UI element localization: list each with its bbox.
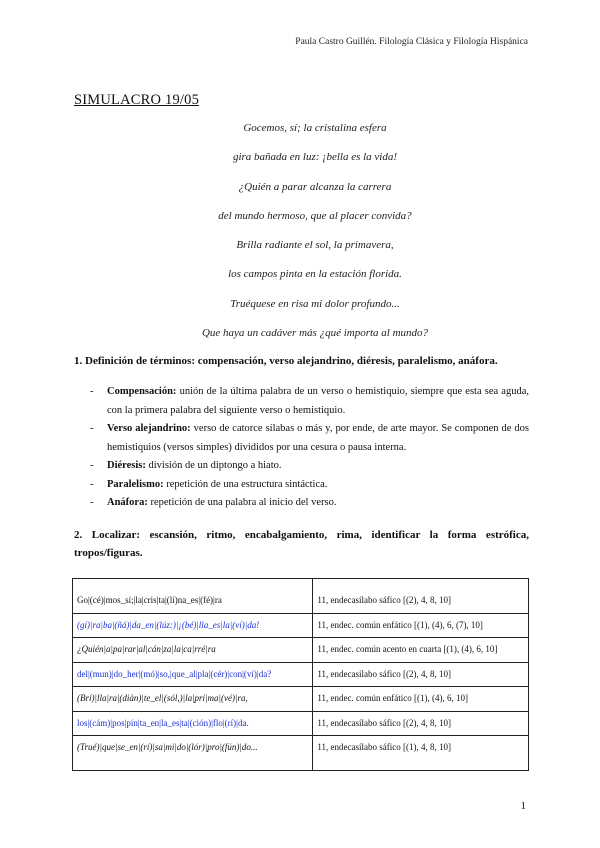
poem-line: Truéquese en risa mi dolor profundo... [230,297,400,310]
scansion-analysis: 11, endecasílabo sáfico [(1), 4, 8, 10] [313,736,529,771]
definition-text: división de un diptongo a hiato. [148,460,282,471]
scansion-analysis: 11, endecasílabo sáfico [(2), 4, 8, 10] [313,579,529,614]
table-row [73,638,529,663]
definition-term: Paralelismo: [107,478,164,490]
poem-line: ¿Quién a parar alcanza la carrera [238,180,392,193]
page-number: 1 [520,800,526,812]
bullet-dash: - [90,460,94,471]
definition-item [74,420,529,457]
bullet-dash: - [90,478,94,490]
scansion-line: Go|(cé)|mos_sí;|la|cris|ta|(lí)na_es|(fé)|ra [73,579,313,614]
definitions-list [74,383,529,513]
scansion-line: (gí)|ra|ba|(ñá)|da_en|(lúz:)|¡(bé)|lla_es|la|(ví)|da! [73,613,313,638]
poem-line: Que haya un cadáver más ¿qué importa al mundo? [201,327,429,340]
table-row [73,736,529,771]
definition-item [74,476,529,495]
poem-line: gira bañada en luz: ¡bella es la vida! [232,151,398,164]
poem [0,121,600,355]
definition-text: verso de catorce sílabas o más y, por ende, de arte mayor. Se componen de dos hemistiquios (versos simples) divididos por una cesura o pausa interna. [107,423,529,453]
definition-item [74,457,529,476]
poem-line: Brilla radiante el sol, la primavera, [236,239,394,252]
table-row [73,687,529,712]
bullet-dash: - [90,423,94,434]
definition-item [74,494,529,513]
table-row [73,579,529,614]
page-header: Paula Castro Guillén. Filología Clásica y Filología Hispánica [295,37,528,47]
scansion-analysis: 11, endec. común enfático [(1), (4), 6, (7), 10] [313,613,529,638]
scansion-analysis: 11, endecasílabo sáfico [(2), 4, 8, 10] [313,662,529,687]
scansion-analysis: 11, endecasílabo sáfico [(2), 4, 8, 10] [313,711,529,736]
document-title: SIMULACRO 19/05 [74,92,200,108]
poem-line: Gocemos, sí; la cristalina esfera [243,122,387,134]
scansion-line: (Brí)|lla|ra|(diàn)|te_el|(sól,)|la|pri|ma|(vé)|ra, [73,687,313,712]
bullet-dash: - [90,386,94,397]
definition-term: Diéresis: [107,460,146,471]
definition-text: repetición de una estructura sintáctica. [166,478,328,490]
scansion-line: ¿Quién|a|pa|rar|al|cán|za|la|ca|rré|ra [73,638,313,663]
table-row [73,711,529,736]
scansion-table [72,578,529,771]
section-2-heading: 2. Localizar: escansión, ritmo, encabalgamiento, rima, identificar la forma estrófica, tropos/figuras. [74,529,529,559]
scansion-line: los|(cám)|pos|pín|ta_en|la_es|ta|(ción)|flo|(rí)|da. [73,711,313,736]
scansion-line: del|(mun)|do_her|(mó)|so,|que_al|pla|(cér)|con|(ví)|da? [73,662,313,687]
scansion-analysis: 11, endec. común acento en cuarta [(1), (4), 6, 10] [313,638,529,663]
poem-line: los campos pinta en la estación florida. [228,268,402,281]
poem-line: del mundo hermoso, que al placer convida? [218,209,412,222]
definition-item [74,383,529,420]
scansion-line: (Trué)|que|se_en|(rí)|sa|mi|do|(lór)|pro|(fún)|do... [73,736,313,771]
table-row [73,662,529,687]
scansion-analysis: 11, endec. común enfático [(1), (4), 6, 10] [313,687,529,712]
definition-text: unión de la última palabra de un verso o hemistiquio, siempre que esta sea aguda, con la primera palabra del siguiente verso o hemistiquio. [107,386,529,416]
section-1-heading: 1. Definición de términos: compensación, verso alejandrino, diéresis, paralelismo, anáfora. [74,355,498,367]
definition-term: Verso alejandrino: [107,423,191,434]
definition-term: Compensación: [107,386,177,397]
definition-text: repetición de una palabra al inicio del verso. [150,497,337,508]
definition-term: Anáfora: [107,497,148,508]
table-row [73,613,529,638]
bullet-dash: - [90,497,94,508]
